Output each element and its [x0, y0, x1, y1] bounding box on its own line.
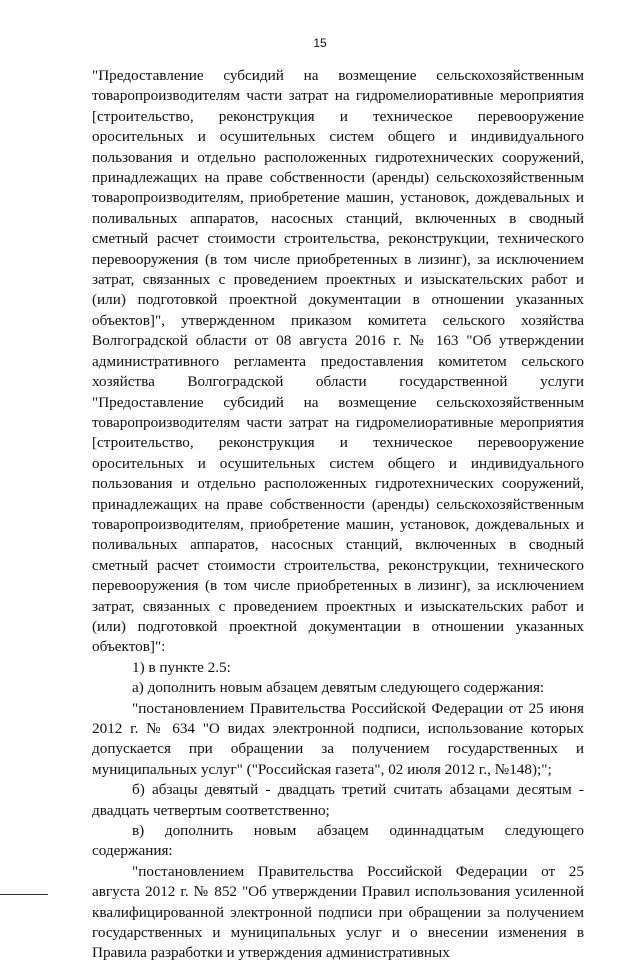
paragraph-item-1a: а) дополнить новым абзацем девятым следующего содержания:: [132, 679, 545, 697]
footer-divider: [0, 894, 48, 895]
paragraph-quote-852: "постановлением Правительства Российской Федерации от 25 августа 2012 г. № 852 "Об утверждении Правил использования усиленной квалифицированной электронной подписи при обращении за получением государственных и муниципальных услуг и о внесении изменения в Правила разработки и утверждения административных: [92, 862, 584, 962]
document-body: [92, 66, 584, 964]
paragraph-item-1b: б) абзацы девятый - двадцать третий считать абзацами десятым - двадцать четвертым соответственно;: [92, 781, 584, 819]
paragraph-quote-634: "постановлением Правительства Российской Федерации от 25 июня 2012 г. № 634 "О видах электронной подписи, использование которых допускается при обращении за получением государственных и муниципальных услуг" ("Российская газета", 02 июля 2012 г., №148);";: [92, 699, 584, 778]
page-number: 15: [313, 36, 327, 50]
paragraph-item-1v: в) дополнить новым абзацем одиннадцатым следующего содержания:: [92, 822, 584, 860]
paragraph-regulation-title: "Предоставление субсидий на возмещение сельскохозяйственным товаропроизводителям части затрат на гидромелиоративные мероприятия [строительство, реконструкция и техническое перевооружение оросительных и осушительных систем общего и индивидуального пользования и отдельно расположенных гидротехнических сооружений, принадлежащих на праве собственности (аренды) сельскохозяйственным товаропроизводителям, приобретение машин, установок, дождевальных и поливальных аппаратов, насосных станций, включенных в сводный сметный расчет стоимости строительства, реконструкции, технического перевооружения (в том числе приобретенных в лизинг), за исключением затрат, связанных с проведением проектных и изыскательских работ и (или) подготовкой проектной документации в отношении указанных объектов]", утвержденном приказом комитета сельского хозяйства Волгоградской области от 08 августа 2016 г. № 163 "Об утверждении административного регламента предоставления комитетом сельского хозяйства Волгоградской области государственной услуги "Предоставление субсидий на возмещение сельскохозяйственным товаропроизводителям части затрат на гидромелиоративные мероприятия [строительство, реконструкция и техническое перевооружение оросительных и осушительных систем общего и индивидуального пользования и отдельно расположенных гидротехнических сооружений, принадлежащих на праве собственности (аренды) сельскохозяйственным товаропроизводителям, приобретение машин, установок, дождевальных и поливальных аппаратов, насосных станций, включенных в сводный сметный расчет стоимости строительства, реконструкции, технического перевооружения (в том числе приобретенных в лизинг), за исключением затрат, связанных с проведением проектных и изыскательских работ и (или) подготовкой проектной документации в отношении указанных объектов]":: [92, 67, 584, 656]
paragraph-item-1: 1) в пункте 2.5:: [132, 658, 231, 676]
